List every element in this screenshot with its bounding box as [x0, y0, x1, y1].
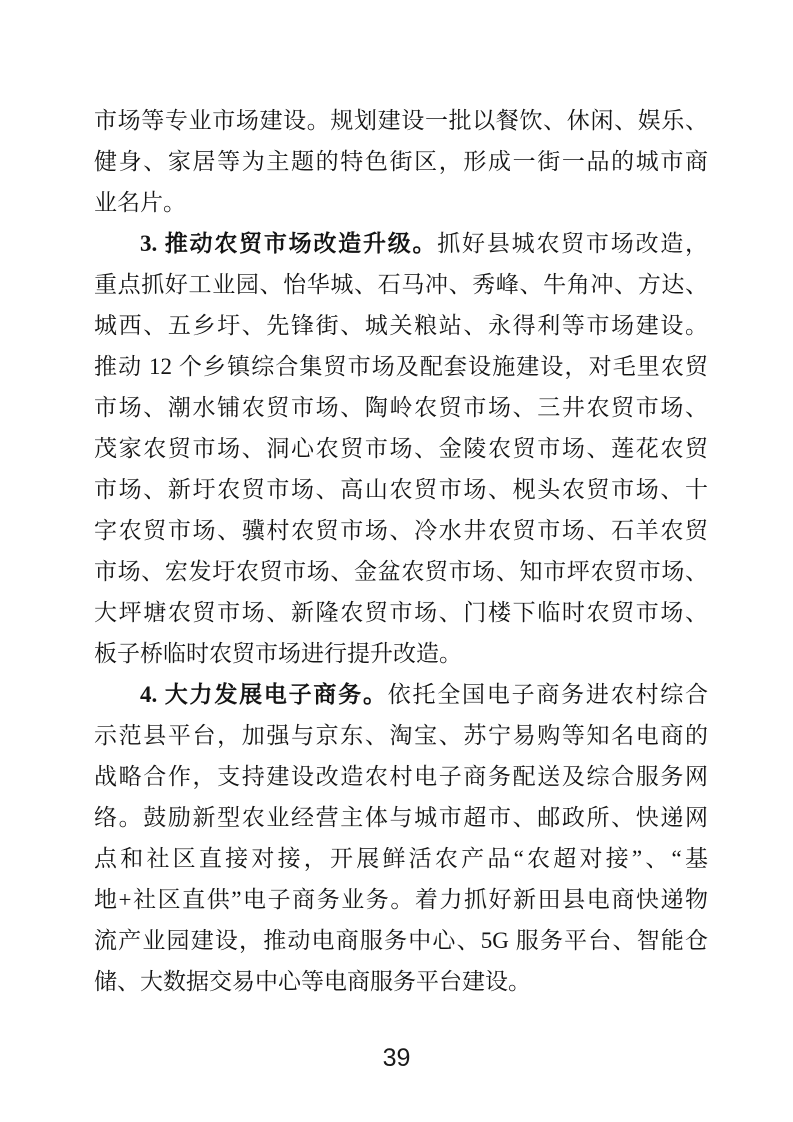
text-segment: 络。鼓励新型农业经营主体与城市超市、邮政所、快递网: [94, 805, 708, 830]
text-line: [94, 551, 708, 592]
text-segment: 示范县平台，加强与京东、淘宝、苏宁易购等知名电商的: [94, 723, 708, 748]
text-segment: 健身、家居等为主题的特色街区，形成一街一品的城市商: [94, 149, 708, 174]
page-number: 39: [382, 1044, 411, 1072]
text-line: [94, 674, 708, 715]
text-segment: 储、大数据交易中心等电商服务平台建设。: [94, 969, 531, 994]
text-line: [94, 469, 708, 510]
text-segment: 板子桥临时农贸市场进行提升改造。: [94, 641, 462, 666]
text-segment: 市场等专业市场建设。规划建设一批以餐饮、休闲、娱乐、: [94, 108, 708, 133]
text-segment: 茂家农贸市场、洞心农贸市场、金陵农贸市场、莲花农贸: [94, 436, 708, 461]
text-segment: 业名片。: [94, 190, 186, 215]
text-line: [94, 346, 708, 387]
text-segment: 地+社区直供”电子商务业务。着力抓好新田县电商快递物: [94, 887, 708, 912]
text-line: [94, 715, 708, 756]
text-segment: 大坪塘农贸市场、新隆农贸市场、门楼下临时农贸市场、: [94, 600, 708, 625]
text-line: [94, 141, 708, 182]
para-3-farmers-market-upgrade: [94, 223, 708, 674]
text-segment: 流产业园建设，推动电商服务中心、5G 服务平台、智能仓: [94, 928, 708, 953]
text-segment: 市场、潮水铺农贸市场、陶岭农贸市场、三井农贸市场、: [94, 395, 708, 420]
para-specialty-markets: [94, 100, 708, 223]
text-line: [94, 305, 708, 346]
text-block: [94, 100, 708, 1002]
text-segment: 市场、宏发圩农贸市场、金盆农贸市场、知市坪农贸市场、: [94, 559, 708, 584]
text-segment: 字农贸市场、骥村农贸市场、冷水井农贸市场、石羊农贸: [94, 518, 708, 543]
text-segment: 战略合作，支持建设改造农村电子商务配送及综合服务网: [94, 764, 708, 789]
text-line: [94, 756, 708, 797]
text-line: [94, 182, 708, 223]
text-line: [94, 920, 708, 961]
text-line: [94, 592, 708, 633]
text-segment: 市场、新圩农贸市场、高山农贸市场、枧头农贸市场、十: [94, 477, 708, 502]
text-line: [94, 100, 708, 141]
text-line: [94, 961, 708, 1002]
text-line: [94, 633, 708, 674]
text-line: [94, 387, 708, 428]
text-segment: 抓好县城农贸市场改造，: [437, 231, 708, 256]
text-line: [94, 223, 708, 264]
text-line: [94, 838, 708, 879]
text-line: [94, 264, 708, 305]
text-segment: 推动 12 个乡镇综合集贸市场及配套设施建设，对毛里农贸: [94, 354, 708, 379]
text-segment: 依托全国电子商务进农村综合: [387, 682, 708, 707]
text-segment: 重点抓好工业园、怡华城、石马冲、秀峰、牛角冲、方达、: [94, 272, 708, 297]
text-line: [94, 797, 708, 838]
text-segment: 点和社区直接对接，开展鲜活农产品“农超对接”、“基: [94, 846, 708, 871]
para-4-ecommerce-development: [94, 674, 708, 1002]
text-line: [94, 879, 708, 920]
text-line: [94, 510, 708, 551]
text-segment: 城西、五乡圩、先锋街、城关粮站、永得利等市场建设。: [94, 313, 708, 338]
bold-heading-segment: 3. 推动农贸市场改造升级。: [140, 231, 438, 256]
text-line: [94, 428, 708, 469]
bold-heading-segment: 4. 大力发展电子商务。: [140, 682, 388, 707]
